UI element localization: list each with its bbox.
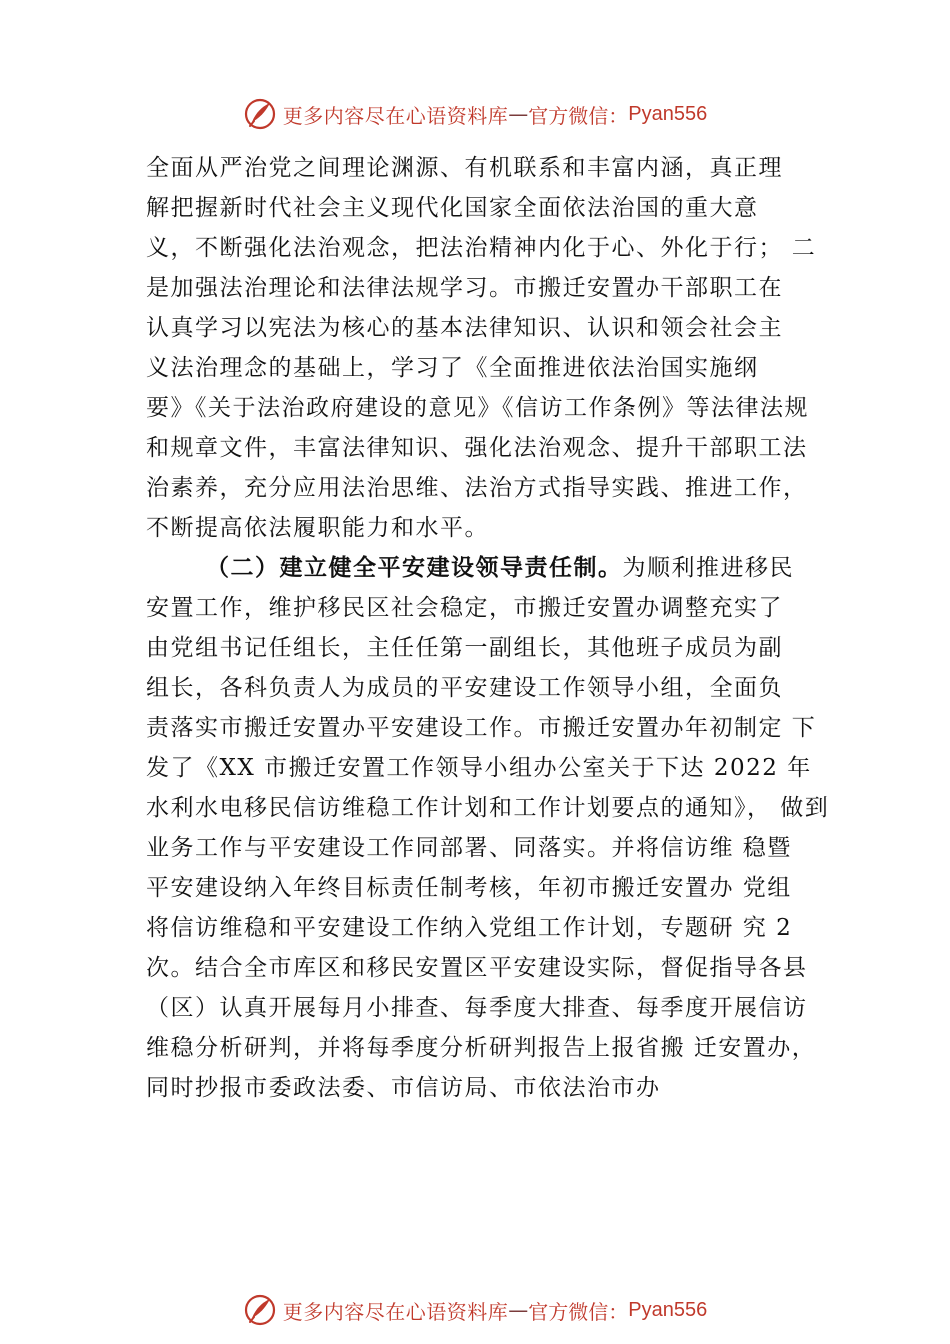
body-line: 义，不断强化法治观念，把法治精神内化于心、外化于行； 二: [146, 235, 817, 261]
banner-wechat-id: Pyan556: [628, 102, 708, 125]
banner-separator: —: [508, 1298, 529, 1322]
section-line: （区）认真开展每月小排查、每季度大排查、每季度开展信访: [146, 995, 808, 1021]
section-line: 由党组书记任组长，主任任第一副组长，其他班子成员为副: [146, 635, 783, 661]
body-line: 要》《关于法治政府建设的意见》《信访工作条例》等法律法规: [146, 395, 809, 421]
quill-logo-icon: [243, 1293, 277, 1327]
section-line: 维稳分析研判，并将每季度分析研判报告上报省搬 迁安置办，: [146, 1035, 817, 1061]
banner-text: 更多内容尽在心语资料库: [282, 1299, 509, 1324]
body-line: 治素养，充分应用法治思维、法治方式指导实践、推进工作，: [146, 475, 808, 501]
banner-separator: —: [508, 102, 529, 126]
document-body: [146, 148, 838, 1108]
section-line: 将信访维稳和平安建设工作纳入党组工作计划，专题研 究 2: [146, 915, 793, 941]
body-line: 认真学习以宪法为核心的基本法律知识、认识和领会社会主: [146, 315, 783, 341]
section-line: 发了《XX 市搬迁安置工作领导小组办公室关于下达 2022 年: [146, 755, 812, 781]
header-watermark-banner: [0, 94, 950, 134]
quill-logo-icon: [243, 97, 277, 131]
banner-wechat-label: 官方微信：: [528, 103, 629, 128]
body-line: 义法治理念的基础上，学习了《全面推进依法治国实施纲: [146, 355, 759, 381]
section-line: 业务工作与平安建设工作同部署、同落实。并将信访维 稳暨: [146, 835, 792, 861]
section-first-line: [146, 548, 838, 588]
banner-wechat-id: Pyan556: [628, 1298, 708, 1321]
footer-watermark-banner: [0, 1290, 950, 1330]
section-line: 平安建设纳入年终目标责任制考核，年初市搬迁安置办 党组: [146, 875, 792, 901]
banner-text: 更多内容尽在心语资料库: [282, 103, 509, 128]
body-line: 解把握新时代社会主义现代化国家全面依法治国的重大意: [146, 195, 759, 221]
body-line: 不断提高依法履职能力和水平。: [146, 515, 489, 541]
section-line: 水利水电移民信访维稳工作计划和工作计划要点的通知》， 做到: [146, 795, 830, 821]
body-line: 全面从严治党之间理论渊源、有机联系和丰富内涵，真正理: [146, 155, 783, 181]
body-line: 和规章文件，丰富法律知识、强化法治观念、提升干部职工法: [146, 435, 808, 461]
body-line: 是加强法治理论和法律法规学习。市搬迁安置办干部职工在: [146, 275, 783, 301]
section-line: 次。结合全市库区和移民安置区平安建设实际，督促指导各县: [146, 955, 808, 981]
section-first-line-text: 为顺利推进移民: [622, 555, 794, 581]
section-heading: （二）建立健全平安建设领导责任制。: [206, 554, 623, 581]
section-line: 安置工作，维护移民区社会稳定，市搬迁安置办调整充实了: [146, 595, 783, 621]
banner-wechat-label: 官方微信：: [528, 1299, 629, 1324]
section-line: 同时抄报市委政法委、市信访局、市依法治市办: [146, 1075, 661, 1101]
section-line: 组长，各科负责人为成员的平安建设工作领导小组，全面负: [146, 675, 783, 701]
section-line: 责落实市搬迁安置办平安建设工作。市搬迁安置办年初制定 下: [146, 715, 817, 741]
